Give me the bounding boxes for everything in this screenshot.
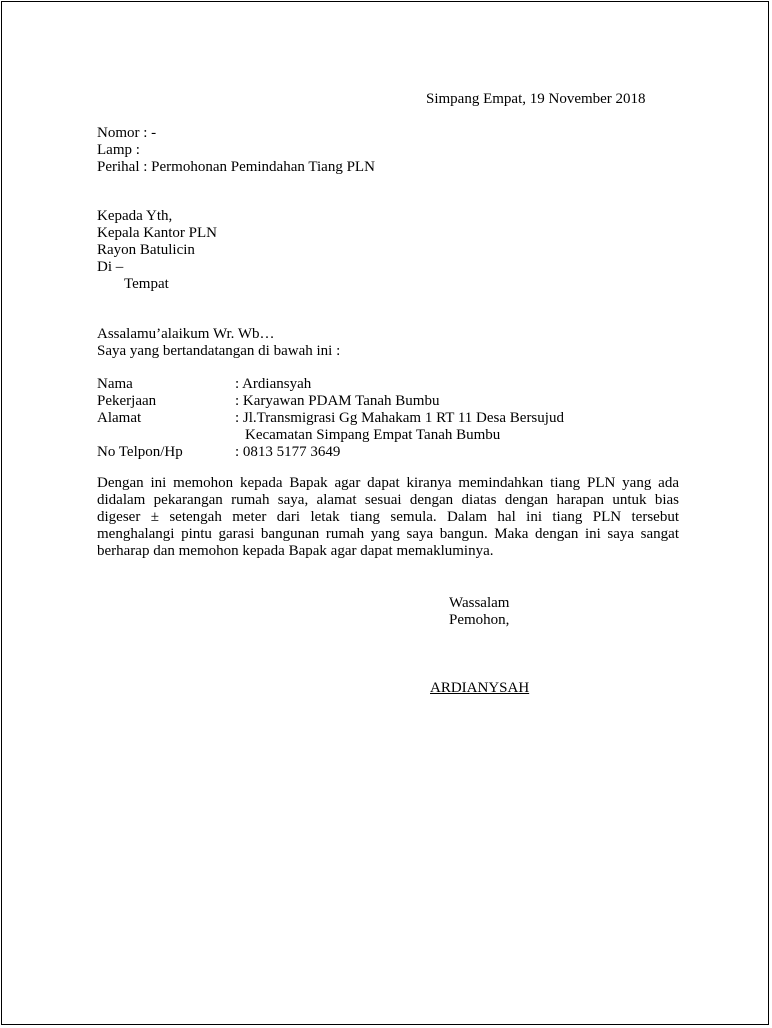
name-value: : Ardiansyah: [235, 376, 312, 392]
recipient-salutation: Kepada Yth,: [97, 208, 173, 224]
phone-value: : 0813 5177 3649: [235, 444, 341, 460]
recipient-title: Kepala Kantor PLN: [97, 225, 217, 241]
body-line: didalam pekarangan rumah saya, alamat sesuai dengan diatas dengan harapan untuk bias: [97, 492, 679, 508]
greeting: Assalamu’alaikum Wr. Wb…: [97, 326, 275, 342]
opening-block: [97, 326, 340, 360]
letter-page: [1, 1, 769, 1025]
recipient-office: Rayon Batulicin: [97, 242, 195, 258]
signer-name: ARDIANYSAH: [430, 680, 530, 696]
body-line: berharap dan memohon kepada Bapak agar dapat memakluminya.: [97, 543, 494, 559]
phone-label: No Telpon/Hp: [97, 444, 183, 460]
lamp-line: Lamp :: [97, 142, 140, 158]
letter-meta: [97, 125, 375, 176]
recipient-block: [97, 208, 217, 293]
address-value: : Jl.Transmigrasi Gg Mahakam 1 RT 11 Desa Bersujud: [235, 410, 564, 426]
perihal-line: Perihal : Permohonan Pemindahan Tiang PLN: [97, 159, 375, 175]
letter-body: [97, 475, 679, 560]
recipient-place: Tempat: [124, 276, 169, 292]
job-label: Pekerjaan: [97, 393, 157, 409]
body-line: menghalangi pintu garasi bangunan rumah yang saya bangun. Maka dengan ini saya sangat: [97, 526, 679, 542]
place-date: Simpang Empat, 19 November 2018: [426, 91, 646, 107]
signer-role: Pemohon,: [449, 612, 510, 628]
nomor-line: Nomor : -: [97, 125, 157, 141]
intro-line: Saya yang bertandatangan di bawah ini :: [97, 343, 341, 359]
body-line: Dengan ini memohon kepada Bapak agar dapat kiranya memindahkan tiang PLN yang ada: [97, 475, 679, 491]
address-value-continued: Kecamatan Simpang Empat Tanah Bumbu: [245, 427, 501, 443]
closing-block: [449, 595, 509, 629]
recipient-di: Di –: [97, 259, 124, 275]
closing-wassalam: Wassalam: [449, 595, 510, 611]
name-label: Nama: [97, 376, 133, 392]
job-value: : Karyawan PDAM Tanah Bumbu: [235, 393, 440, 409]
body-line: digeser ± setengah meter dari letak tiang semula. Dalam hal ini tiang PLN tersebut: [97, 509, 679, 525]
address-label: Alamat: [97, 410, 142, 426]
